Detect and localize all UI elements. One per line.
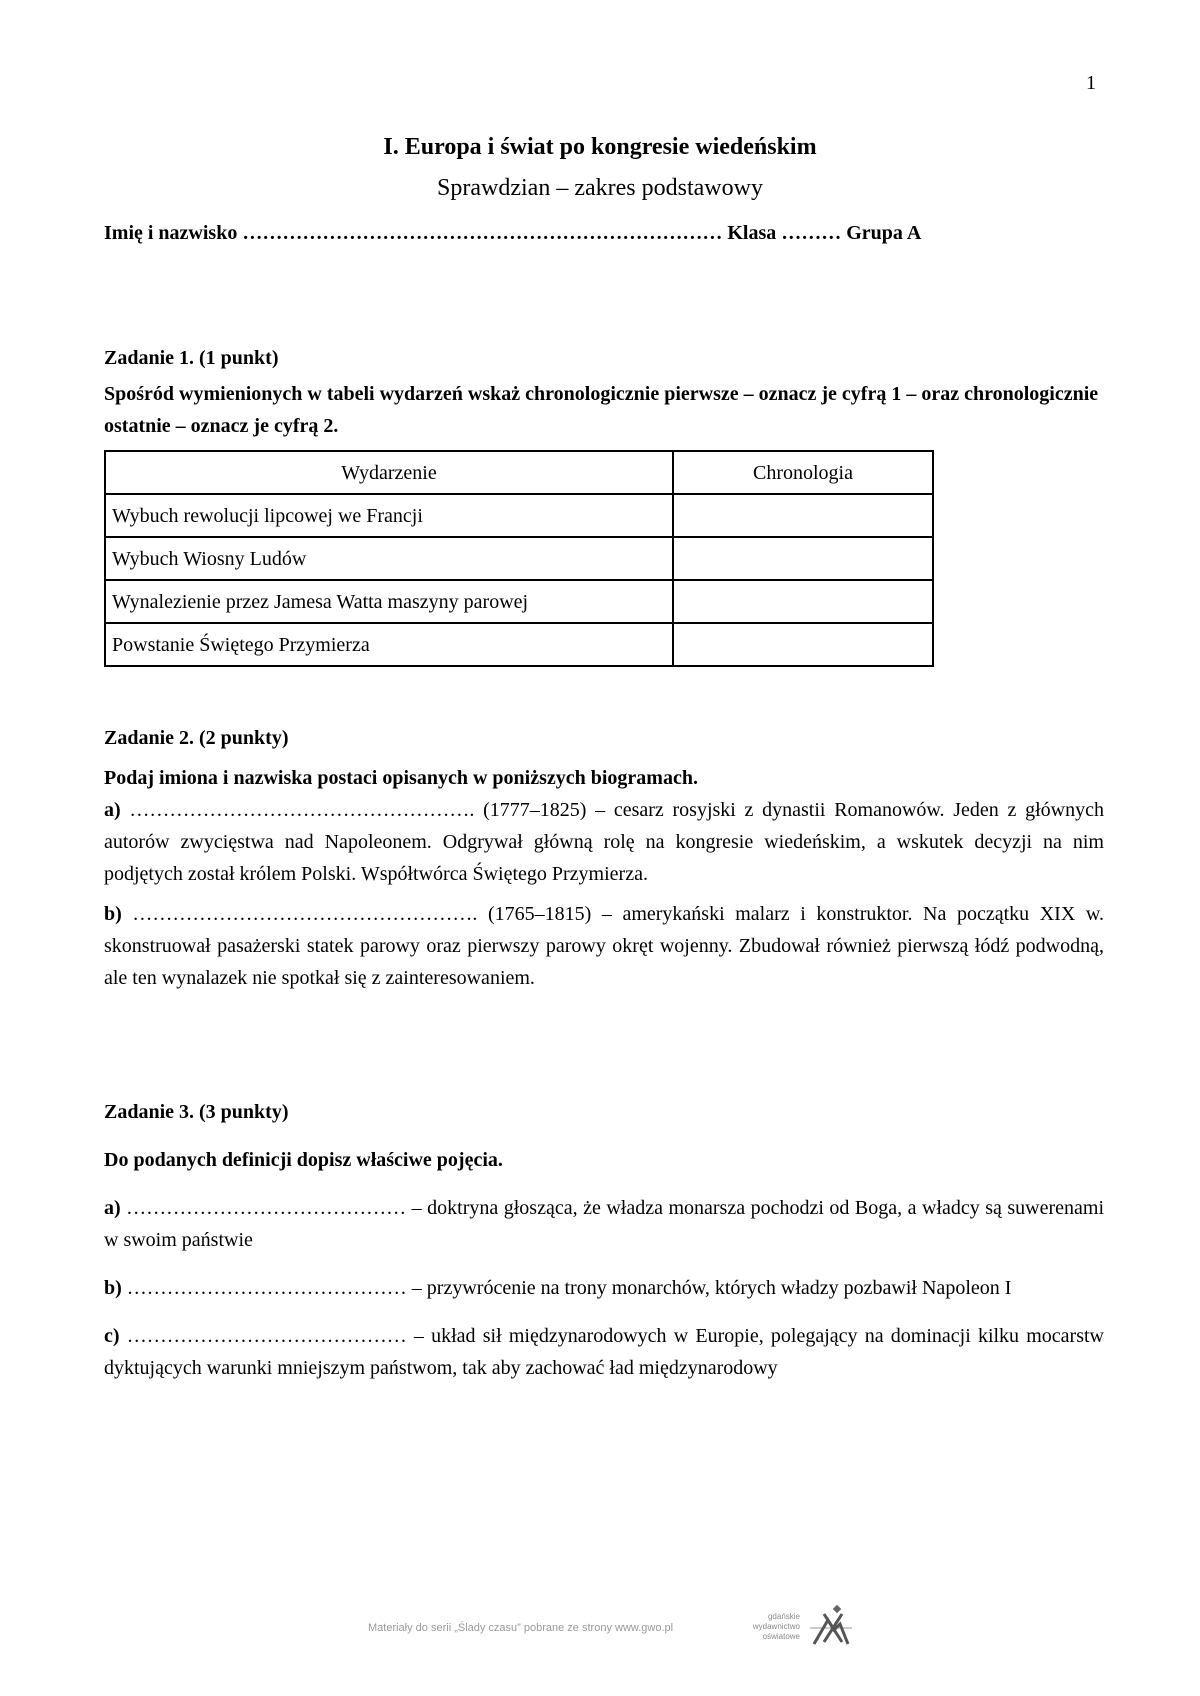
publisher-line: gdańskie <box>767 1612 800 1621</box>
biogram-a <box>104 794 1104 890</box>
chronology-answer-cell[interactable] <box>673 580 933 623</box>
item-label: b) <box>104 1277 122 1299</box>
definition-b <box>104 1272 1104 1304</box>
table-row <box>105 623 933 666</box>
definition-text: …………………………………… – doktryna głosząca, że władza monarsza pochodzi od Boga, a władcy są suwerenami w swoim państwie <box>104 1197 1104 1251</box>
item-label: a) <box>104 799 121 821</box>
event-cell: Wybuch rewolucji lipcowej we Francji <box>105 494 673 537</box>
task-1-heading: Zadanie 1. (1 punkt) <box>104 347 279 369</box>
event-cell: Wynalezienie przez Jamesa Watta maszyny parowej <box>105 580 673 623</box>
document-subtitle: Sprawdzian – zakres podstawowy <box>437 175 763 201</box>
biogram-text: ……………………………………………. (1765–1815) – amerykański malarz i konstruktor. Na początku XIX w. skonstruował pasażerski statek parowy oraz pierwszy parowy okręt wojenny. Zbudował również pierwszą łódź podwodną, ale ten wynalazek nie spotkał się z zainteresowaniem. <box>104 903 1104 989</box>
chronology-answer-cell[interactable] <box>673 537 933 580</box>
task-1 <box>104 342 1104 667</box>
item-label: b) <box>104 903 122 925</box>
table-row <box>105 580 933 623</box>
publisher-line: oświatowe <box>762 1632 800 1641</box>
event-cell: Powstanie Świętego Przymierza <box>105 623 673 666</box>
column-header-chronology: Chronologia <box>673 451 933 494</box>
publisher-logo-icon <box>808 1604 854 1650</box>
table-row <box>105 537 933 580</box>
task-2 <box>104 722 1104 994</box>
document-header <box>0 134 1200 202</box>
task-3 <box>104 1096 1104 1384</box>
task-3-instruction: Do podanych definicji dopisz właściwe pojęcia. <box>104 1149 503 1171</box>
biogram-text: ……………………………………………. (1777–1825) – cesarz rosyjski z dynastii Romanowów. Jeden z głównych autorów zwycięstwa nad Napoleonem. Odgrywał główną rolę na kongresie wiedeńskim, a wskutek decyzji na nim podjętych został królem Polski. Współtwórca Świętego Przymierza. <box>104 799 1104 885</box>
definition-a <box>104 1192 1104 1256</box>
table-row <box>105 494 933 537</box>
definition-text: …………………………………… – przywrócenie na trony monarchów, których władzy pozbawił Napoleon I <box>121 1277 1012 1299</box>
chronology-answer-cell[interactable] <box>673 623 933 666</box>
item-label: a) <box>104 1197 121 1219</box>
page-number: 1 <box>1086 72 1096 94</box>
column-header-event: Wydarzenie <box>105 451 673 494</box>
task-3-heading: Zadanie 3. (3 punkty) <box>104 1101 289 1123</box>
table-header-row <box>105 451 933 494</box>
event-cell: Wybuch Wiosny Ludów <box>105 537 673 580</box>
item-label: c) <box>104 1325 120 1347</box>
definition-c <box>104 1320 1104 1384</box>
task-2-instruction: Podaj imiona i nazwiska postaci opisanych w poniższych biogramach. <box>104 767 698 789</box>
student-info-line: Imię i nazwisko ……………………………………………………………… Klasa ……… Grupa A <box>104 222 922 244</box>
definition-text: …………………………………… – układ sił międzynarodowych w Europie, polegający na dominacji kilku mocarstw dyktujących warunki mniejszym państwom, tak aby zachować ład międzynarodowy <box>104 1325 1104 1379</box>
task-2-heading: Zadanie 2. (2 punkty) <box>104 727 289 749</box>
publisher-name <box>740 1612 800 1642</box>
chronology-answer-cell[interactable] <box>673 494 933 537</box>
page-footer <box>368 1612 868 1672</box>
events-table <box>104 450 934 667</box>
biogram-b <box>104 898 1104 994</box>
publisher-line: wydawnictwo <box>752 1622 800 1631</box>
task-1-instruction: Spośród wymienionych w tabeli wydarzeń wskaż chronologicznie pierwsze – oznacz je cyfrą 1 – oraz chronologicznie ostatnie – oznacz je cyfrą 2. <box>104 383 1099 437</box>
document-title: I. Europa i świat po kongresie wiedeńskim <box>383 134 817 160</box>
footer-source-text: Materiały do serii „Ślady czasu” pobrane ze strony www.gwo.pl <box>368 1622 674 1634</box>
